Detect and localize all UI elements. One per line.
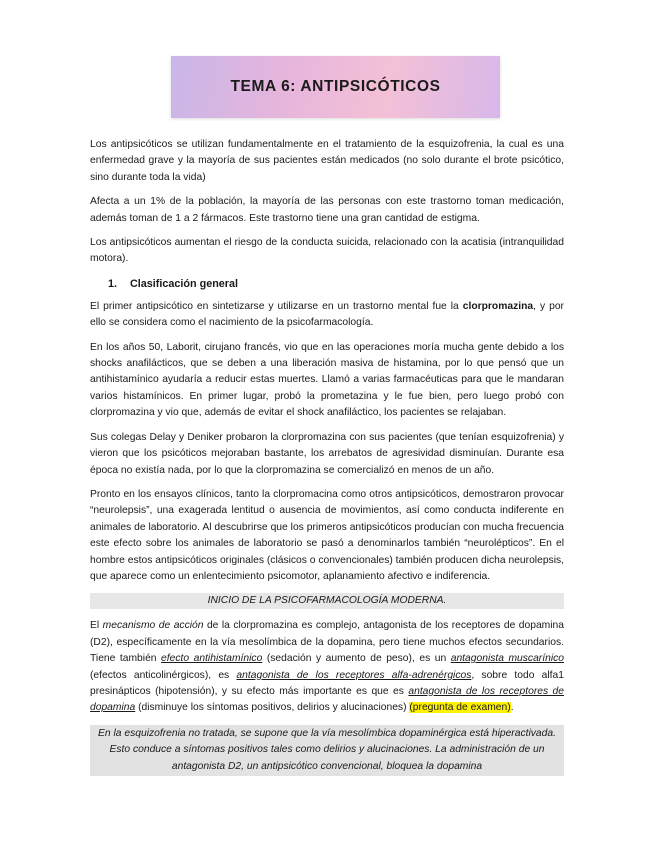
paragraph-laborit: En los años 50, Laborit, cirujano francés, vio que en las operaciones moría mucha gente debido a los shocks anafilácticos, que se deben a una liberación masiva de histamina, por lo que pensó que un antihistamínico ayudaría a reducir estas muertes. Llamó a varias farmacéuticas para que le mandaran varios histamínicos. En primer lugar, probó la prometazina y le fue bien, pero luego probó con clorpromazina y vio que, además de evitar el shock anafiláctico, los pacientes se relajaban. <box>90 341 564 419</box>
text-run: de la clorpromazina es complejo, antagonista de los receptores de dopamina (D2), específicamente en la vía mesolímbica de la dopamina, pero tiene muchos efectos secundarios. Tiene también <box>90 620 564 665</box>
italic-term: mecanismo de acción <box>102 620 204 632</box>
intro-paragraph-3: Los antipsicóticos aumentan el riesgo de la conducta suicida, relacionado con la acatisia (intranquilidad motora). <box>90 237 564 265</box>
text-run: El primer antipsicótico en sintetizarse y utilizarse en un trastorno mental fue la <box>90 300 463 312</box>
document-body <box>90 137 564 776</box>
underlined-term: antagonista de los receptores alfa-adrenérgicos <box>236 669 472 681</box>
shaded-note-box <box>90 725 564 776</box>
paragraph-mechanism <box>90 618 564 716</box>
intro-paragraph-1: Los antipsicóticos se utilizan fundamentalmente en el tratamiento de la esquizofrenia, la cual es una enfermedad grave y la mayoría de sus pacientes están medicados (no solo durante el brote psicótico, sino durante toda la vida) <box>90 139 564 183</box>
paragraph-clinical-trials: Pronto en los ensayos clínicos, tanto la clorpromacina como otros antipsicóticos, demostraron provocar “neurolepsis”, una exagerada lentitud o ausencia de movimientos, así como conducta indiferente en animales de laboratorio. Al descubrirse que los primeros antipsicóticos producían con mucha frecuencia este efecto sobre los animales de laboratorio se pasó a denominarlos también “neurolépticos”. En el hombre estos antipsicóticos originales (clásicos o convencionales) también producen dicha neurolepsis, que aparece como un enlentecimiento psicomotor, aplanamiento afectivo e indiferencia. <box>90 488 564 582</box>
section-number: 1. <box>108 277 118 290</box>
underlined-term: efecto antihistamínico <box>161 653 263 665</box>
note-text: En la esquizofrenia no tratada, se supone que la vía mesolímbica dopaminérgica está hiperactivada. Esto conduce a síntomas positivos tales como delirios y alucinaciones. La administración de un antagonista D2, un antipsicótico convencional, bloquea la dopamina <box>98 727 556 772</box>
page-title: TEMA 6: ANTIPSICÓTICOS <box>230 78 441 95</box>
text-run: (efectos anticolinérgicos), es <box>90 669 237 681</box>
text-run: , sobre todo alfa1 presinápticos (hipotensión), y su efecto más importante es que es <box>90 669 564 697</box>
bold-term: clorpromazina <box>462 300 534 312</box>
underlined-term: antagonista de los receptores de dopamina <box>90 685 564 714</box>
text-run: El <box>90 620 103 632</box>
title-banner <box>171 56 500 118</box>
highlight-band: INICIO DE LA PSICOFARMACOLOGÍA MODERNA. <box>90 593 564 609</box>
paragraph-delay-deniker: Sus colegas Delay y Deniker probaron la clorpromazina con sus pacientes (que tenían esquizofrenia) y vieron que los psicóticos mejoraban bastante, los arrebatos de agresividad disminuían. Durante esa época no existía nada, por lo que la clorpromazina se comercializó en menos de un año. <box>90 431 564 476</box>
text-run: , y por ello se considera como el nacimiento de la psicofarmacología. <box>90 300 564 329</box>
paragraph-first-antipsychotic <box>90 299 564 332</box>
section-heading <box>108 276 564 292</box>
text-run: . <box>510 702 514 714</box>
exam-highlight: (pregunta de examen) <box>409 702 511 714</box>
text-run: (sedación y aumento de peso), es un <box>262 653 451 665</box>
intro-paragraph-2: Afecta a un 1% de la población, la mayoría de las personas con este trastorno toman medicación, además toman de 1 a 2 fármacos. Este trastorno tiene una gran cantidad de estigma. <box>90 196 564 224</box>
text-run: (disminuye los síntomas positivos, delirios y alucinaciones) <box>135 702 410 714</box>
underlined-term: antagonista muscarínico <box>450 653 564 665</box>
section-title: Clasificación general <box>130 277 239 290</box>
